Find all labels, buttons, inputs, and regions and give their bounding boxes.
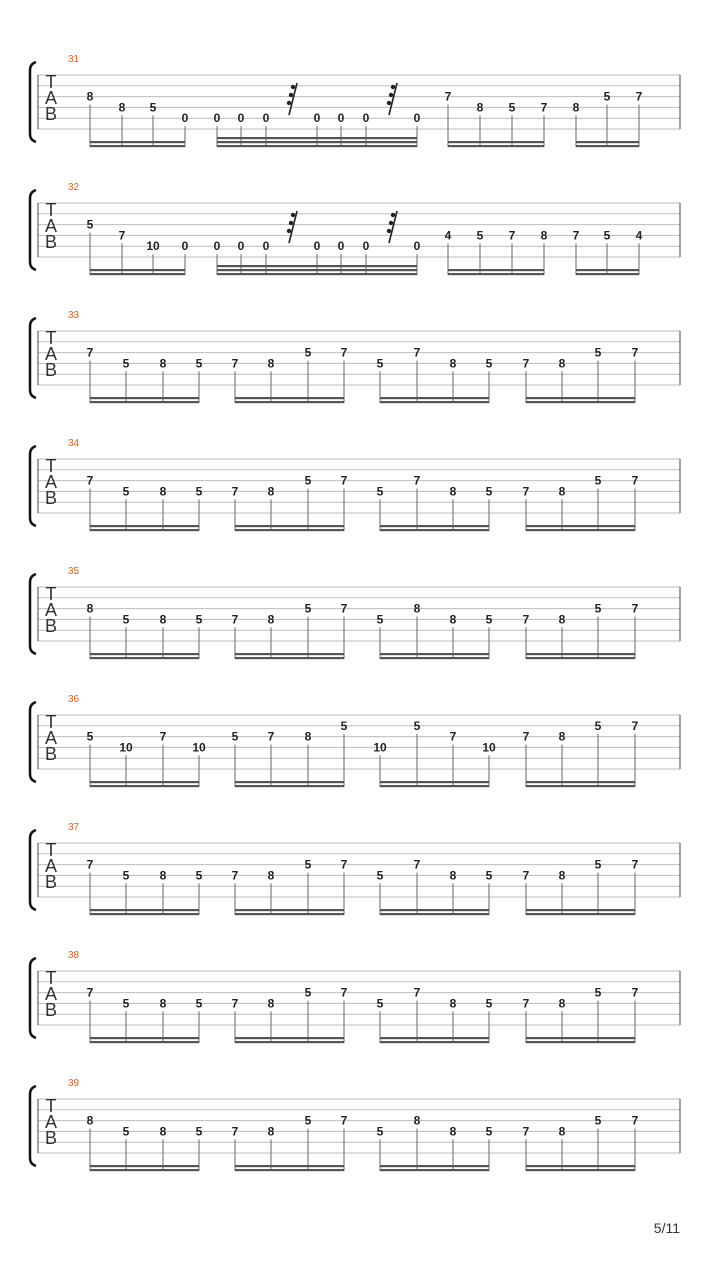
beam (526, 781, 635, 783)
fret-number: 7 (86, 473, 94, 488)
tab-clef-letter: B (44, 104, 58, 124)
tab-clef-letter: B (44, 232, 58, 252)
beam (380, 913, 489, 915)
fret-number: 0 (362, 239, 370, 254)
fret-number: 5 (476, 228, 484, 243)
fret-number: 5 (485, 484, 493, 499)
tab-clef-letter: B (44, 1128, 58, 1148)
fret-number: 5 (594, 345, 602, 360)
fret-number: 5 (594, 1113, 602, 1128)
staff-bracket (30, 702, 36, 782)
beam (526, 909, 635, 911)
beam (448, 269, 544, 271)
fret-number: 0 (237, 111, 245, 126)
beam (90, 141, 185, 143)
fret-number: 8 (558, 484, 566, 499)
fret-number: 0 (262, 111, 270, 126)
fret-number: 5 (485, 1124, 493, 1139)
fret-number: 7 (86, 345, 94, 360)
fret-number: 0 (413, 239, 421, 254)
fret-number: 7 (631, 857, 639, 872)
rest-symbol (291, 85, 295, 89)
beam (235, 525, 344, 527)
beam (380, 1165, 489, 1167)
fret-number: 7 (508, 228, 516, 243)
fret-number: 7 (231, 1124, 239, 1139)
beam (235, 909, 344, 911)
fret-number: 0 (181, 111, 189, 126)
rest-symbol (387, 229, 391, 233)
fret-number: 7 (635, 89, 643, 104)
beam (90, 785, 199, 787)
beam (526, 1037, 635, 1039)
fret-number: 8 (267, 868, 275, 883)
beam (380, 401, 489, 403)
fret-number: 7 (340, 857, 348, 872)
beam (526, 525, 635, 527)
tab-clef-letter: T (45, 840, 57, 860)
fret-number: 7 (631, 1113, 639, 1128)
measure-number: 32 (68, 182, 80, 193)
tab-clef-letter: A (44, 88, 58, 108)
rest-symbol (287, 229, 291, 233)
beam (576, 141, 639, 143)
fret-number: 8 (449, 996, 457, 1011)
fret-number: 8 (413, 601, 421, 616)
fret-number: 5 (376, 356, 384, 371)
fret-number: 7 (267, 729, 275, 744)
fret-number: 8 (159, 1124, 167, 1139)
fret-number: 5 (122, 996, 130, 1011)
fret-number: 7 (444, 89, 452, 104)
fret-number: 7 (413, 985, 421, 1000)
fret-number: 5 (594, 473, 602, 488)
fret-number: 8 (558, 868, 566, 883)
beam (526, 1165, 635, 1167)
beam (90, 1037, 199, 1039)
fret-number: 5 (376, 868, 384, 883)
fret-number: 5 (594, 718, 602, 733)
beam (235, 529, 344, 531)
fret-number: 7 (340, 345, 348, 360)
beam (576, 273, 639, 275)
beam (380, 781, 489, 783)
fret-number: 0 (337, 239, 345, 254)
fret-number: 7 (231, 868, 239, 883)
rest-symbol (391, 213, 395, 217)
beam (380, 397, 489, 399)
beam (235, 397, 344, 399)
tab-clef-letter: B (44, 616, 58, 636)
fret-number: 0 (313, 111, 321, 126)
beam (235, 1041, 344, 1043)
fret-number: 8 (540, 228, 548, 243)
measure-number: 35 (68, 566, 80, 577)
fret-number: 10 (146, 239, 160, 254)
beam (90, 529, 199, 531)
fret-number: 5 (485, 356, 493, 371)
beam (380, 529, 489, 531)
fret-number: 8 (449, 612, 457, 627)
tab-clef-letter: T (45, 712, 57, 732)
fret-number: 8 (159, 868, 167, 883)
fret-number: 8 (267, 1124, 275, 1139)
fret-number: 8 (159, 612, 167, 627)
beam (90, 401, 199, 403)
fret-number: 5 (304, 345, 312, 360)
fret-number: 5 (413, 718, 421, 733)
fret-number: 7 (522, 868, 530, 883)
beam (90, 1165, 199, 1167)
tab-clef-letter: T (45, 200, 57, 220)
fret-number: 7 (522, 612, 530, 627)
fret-number: 7 (572, 228, 580, 243)
rest-symbol (387, 101, 391, 105)
fret-number: 7 (522, 1124, 530, 1139)
fret-number: 7 (631, 473, 639, 488)
beam (90, 273, 185, 275)
fret-number: 7 (449, 729, 457, 744)
fret-number: 5 (86, 217, 94, 232)
beam (235, 657, 344, 659)
fret-number: 5 (508, 100, 516, 115)
beam (526, 529, 635, 531)
rest-symbol (389, 221, 393, 225)
beam (235, 1165, 344, 1167)
rest-symbol (289, 93, 293, 97)
rest-symbol (389, 93, 393, 97)
fret-number: 7 (522, 356, 530, 371)
fret-number: 7 (159, 729, 167, 744)
fret-number: 8 (267, 484, 275, 499)
beam (217, 137, 417, 139)
fret-number: 5 (195, 484, 203, 499)
beam (90, 913, 199, 915)
fret-number: 8 (86, 1113, 94, 1128)
tab-clef-letter: B (44, 488, 58, 508)
fret-number: 8 (86, 601, 94, 616)
tab-clef-letter: T (45, 1096, 57, 1116)
fret-number: 5 (603, 89, 611, 104)
fret-number: 5 (122, 356, 130, 371)
fret-number: 7 (340, 1113, 348, 1128)
fret-number: 8 (558, 996, 566, 1011)
beam (526, 913, 635, 915)
beam (526, 401, 635, 403)
fret-number: 5 (122, 484, 130, 499)
beam (90, 657, 199, 659)
measure-number: 38 (68, 950, 80, 961)
fret-number: 5 (195, 356, 203, 371)
fret-number: 8 (159, 996, 167, 1011)
fret-number: 10 (119, 740, 133, 755)
fret-number: 7 (540, 100, 548, 115)
fret-number: 5 (304, 601, 312, 616)
beam (235, 781, 344, 783)
beam (526, 653, 635, 655)
fret-number: 5 (376, 612, 384, 627)
fret-number: 8 (118, 100, 126, 115)
beam (380, 909, 489, 911)
fret-number: 7 (522, 729, 530, 744)
fret-number: 7 (340, 473, 348, 488)
fret-number: 7 (631, 718, 639, 733)
fret-number: 4 (635, 228, 643, 243)
beam (380, 657, 489, 659)
fret-number: 7 (522, 484, 530, 499)
tab-clef-letter: A (44, 1112, 58, 1132)
staff-bracket (30, 190, 36, 270)
fret-number: 7 (413, 857, 421, 872)
beam (380, 525, 489, 527)
beam (90, 909, 199, 911)
beam (90, 269, 185, 271)
tab-clef-letter: A (44, 216, 58, 236)
fret-number: 5 (376, 1124, 384, 1139)
fret-number: 5 (485, 868, 493, 883)
fret-number: 0 (413, 111, 421, 126)
staff-bracket (30, 958, 36, 1038)
fret-number: 5 (86, 729, 94, 744)
fret-number: 7 (86, 985, 94, 1000)
fret-number: 7 (631, 601, 639, 616)
fret-number: 7 (86, 857, 94, 872)
tab-clef-letter: A (44, 344, 58, 364)
staff-bracket (30, 446, 36, 526)
fret-number: 8 (572, 100, 580, 115)
tab-clef-letter: A (44, 856, 58, 876)
beam (576, 269, 639, 271)
staff-bracket (30, 574, 36, 654)
measure-number: 36 (68, 694, 80, 705)
staff-bracket (30, 62, 36, 142)
fret-number: 8 (449, 1124, 457, 1139)
measure-number: 31 (68, 54, 80, 65)
rest-symbol (287, 101, 291, 105)
fret-number: 8 (558, 356, 566, 371)
beam (235, 785, 344, 787)
beam (526, 657, 635, 659)
fret-number: 5 (195, 612, 203, 627)
beam (380, 785, 489, 787)
fret-number: 8 (159, 356, 167, 371)
fret-number: 0 (237, 239, 245, 254)
fret-number: 5 (304, 473, 312, 488)
beam (217, 273, 417, 275)
fret-number: 4 (444, 228, 452, 243)
measure-number: 39 (68, 1078, 80, 1089)
beam (448, 141, 544, 143)
beam (526, 1041, 635, 1043)
fret-number: 8 (558, 729, 566, 744)
beam (235, 401, 344, 403)
fret-number: 5 (485, 612, 493, 627)
rest-symbol (289, 221, 293, 225)
beam (235, 1037, 344, 1039)
tab-clef-letter: T (45, 328, 57, 348)
fret-number: 8 (558, 1124, 566, 1139)
fret-number: 0 (213, 239, 221, 254)
fret-number: 5 (485, 996, 493, 1011)
beam (235, 913, 344, 915)
tab-clef-letter: A (44, 600, 58, 620)
beam (90, 525, 199, 527)
fret-number: 5 (195, 996, 203, 1011)
fret-number: 8 (413, 1113, 421, 1128)
beam (380, 1041, 489, 1043)
fret-number: 8 (159, 484, 167, 499)
fret-number: 5 (231, 729, 239, 744)
fret-number: 5 (304, 1113, 312, 1128)
fret-number: 7 (413, 345, 421, 360)
fret-number: 5 (603, 228, 611, 243)
fret-number: 7 (413, 473, 421, 488)
beam (90, 1041, 199, 1043)
fret-number: 7 (522, 996, 530, 1011)
fret-number: 8 (267, 356, 275, 371)
tab-clef-letter: T (45, 584, 57, 604)
fret-number: 10 (192, 740, 206, 755)
tab-clef-letter: B (44, 1000, 58, 1020)
fret-number: 7 (631, 985, 639, 1000)
staff-bracket (30, 318, 36, 398)
beam (90, 397, 199, 399)
fret-number: 7 (118, 228, 126, 243)
tab-clef-letter: A (44, 472, 58, 492)
fret-number: 5 (122, 868, 130, 883)
fret-number: 0 (362, 111, 370, 126)
beam (90, 1169, 199, 1171)
fret-number: 0 (337, 111, 345, 126)
fret-number: 0 (262, 239, 270, 254)
rest-symbol (391, 85, 395, 89)
fret-number: 5 (594, 857, 602, 872)
beam (235, 1169, 344, 1171)
beam (235, 653, 344, 655)
tab-clef-letter: B (44, 744, 58, 764)
fret-number: 5 (195, 1124, 203, 1139)
fret-number: 5 (376, 484, 384, 499)
beam (526, 1169, 635, 1171)
tab-clef-letter: T (45, 968, 57, 988)
fret-number: 8 (267, 612, 275, 627)
fret-number: 5 (304, 985, 312, 1000)
fret-number: 7 (231, 612, 239, 627)
fret-number: 5 (594, 601, 602, 616)
fret-number: 5 (594, 985, 602, 1000)
beam (576, 145, 639, 147)
beam (380, 653, 489, 655)
fret-number: 5 (122, 612, 130, 627)
beam (90, 653, 199, 655)
fret-number: 8 (476, 100, 484, 115)
fret-number: 5 (340, 718, 348, 733)
fret-number: 5 (195, 868, 203, 883)
measure-number: 33 (68, 310, 80, 321)
beam (448, 145, 544, 147)
measure-number: 34 (68, 438, 80, 449)
fret-number: 7 (340, 601, 348, 616)
fret-number: 7 (231, 484, 239, 499)
fret-number: 8 (449, 484, 457, 499)
fret-number: 7 (340, 985, 348, 1000)
fret-number: 8 (449, 356, 457, 371)
rest-symbol (291, 213, 295, 217)
page-number: 5/11 (653, 1220, 680, 1236)
tab-clef-letter: T (45, 456, 57, 476)
fret-number: 5 (304, 857, 312, 872)
fret-number: 7 (231, 356, 239, 371)
tab-clef-letter: B (44, 872, 58, 892)
fret-number: 0 (313, 239, 321, 254)
fret-number: 5 (149, 100, 157, 115)
fret-number: 8 (558, 612, 566, 627)
tab-clef-letter: T (45, 72, 57, 92)
beam (380, 1169, 489, 1171)
fret-number: 7 (631, 345, 639, 360)
fret-number: 8 (304, 729, 312, 744)
fret-number: 7 (231, 996, 239, 1011)
measure-number: 37 (68, 822, 80, 833)
beam (380, 1037, 489, 1039)
fret-number: 0 (213, 111, 221, 126)
fret-number: 8 (267, 996, 275, 1011)
fret-number: 10 (482, 740, 496, 755)
beam (526, 785, 635, 787)
beam (217, 265, 417, 267)
staff-bracket (30, 830, 36, 910)
fret-number: 5 (376, 996, 384, 1011)
tab-clef-letter: B (44, 360, 58, 380)
fret-number: 10 (373, 740, 387, 755)
beam (217, 269, 417, 271)
fret-number: 0 (181, 239, 189, 254)
fret-number: 5 (122, 1124, 130, 1139)
beam (526, 397, 635, 399)
fret-number: 8 (86, 89, 94, 104)
staff-bracket (30, 1086, 36, 1166)
beam (90, 781, 199, 783)
beam (217, 141, 417, 143)
beam (448, 273, 544, 275)
beam (217, 145, 417, 147)
tab-clef-letter: A (44, 728, 58, 748)
tab-clef-letter: A (44, 984, 58, 1004)
fret-number: 8 (449, 868, 457, 883)
beam (90, 145, 185, 147)
